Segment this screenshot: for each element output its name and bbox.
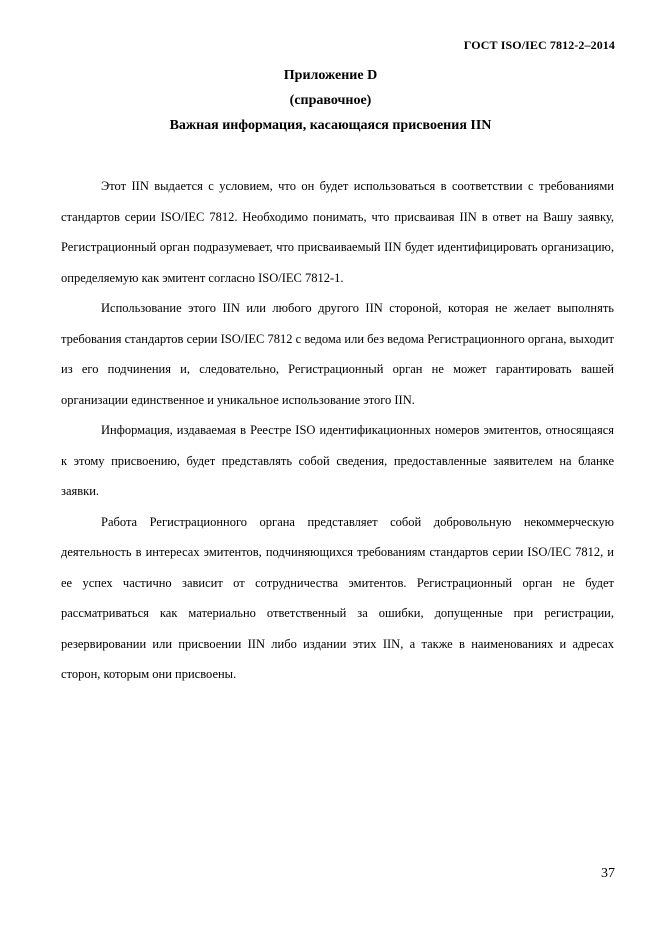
paragraph-4: Работа Регистрационного органа представляет собой добровольную некоммерческую деятельность в интересах эмитентов, подчиняющихся требованиям стандартов серии ISO/IEC 7812, и ее успех частично зависит от сотрудничества эмитентов. Регистрационный орган не будет рассматриваться как материально ответственный за ошибки, допущенные при регистрации, резервировании или присвоении IIN либо издании этих IIN, а также в наименованиях и адресах сторон, которым они присвоены. <box>61 514 614 681</box>
document-code-header: ГОСТ ISO/IEC 7812-2–2014 <box>463 38 615 52</box>
appendix-title-block <box>0 63 661 138</box>
page-number: 37 <box>601 866 615 881</box>
body-text <box>61 171 614 690</box>
appendix-heading: Важная информация, касающаяся присвоения IIN <box>169 118 492 133</box>
paragraph-2: Использование этого IIN или любого другого IIN стороной, которая не желает выполнять требования стандартов серии ISO/IEC 7812 с ведома или без ведома Регистрационного органа, выходит из его подчинения и, следовательно, Регистрационный орган не может гарантировать вашей организации единственное и уникальное использование этого IIN. <box>61 301 614 407</box>
appendix-type: (справочное) <box>289 93 372 108</box>
paragraph-3: Информация, издаваемая в Реестре ISO идентификационных номеров эмитентов, относящаяся к этому присвоению, будет представлять собой сведения, предоставленные заявителем на бланке заявки. <box>61 423 614 498</box>
paragraph-1: Этот IIN выдается с условием, что он будет использоваться в соответствии с требованиями стандартов серии ISO/IEC 7812. Необходимо понимать, что присваивая IIN в ответ на Вашу заявку, Регистрационный орган подразумевает, что присваиваемый IIN будет идентифицировать организацию, определяемую как эмитент согласно ISO/IEC 7812-1. <box>61 179 614 285</box>
appendix-label: Приложение D <box>283 68 378 83</box>
